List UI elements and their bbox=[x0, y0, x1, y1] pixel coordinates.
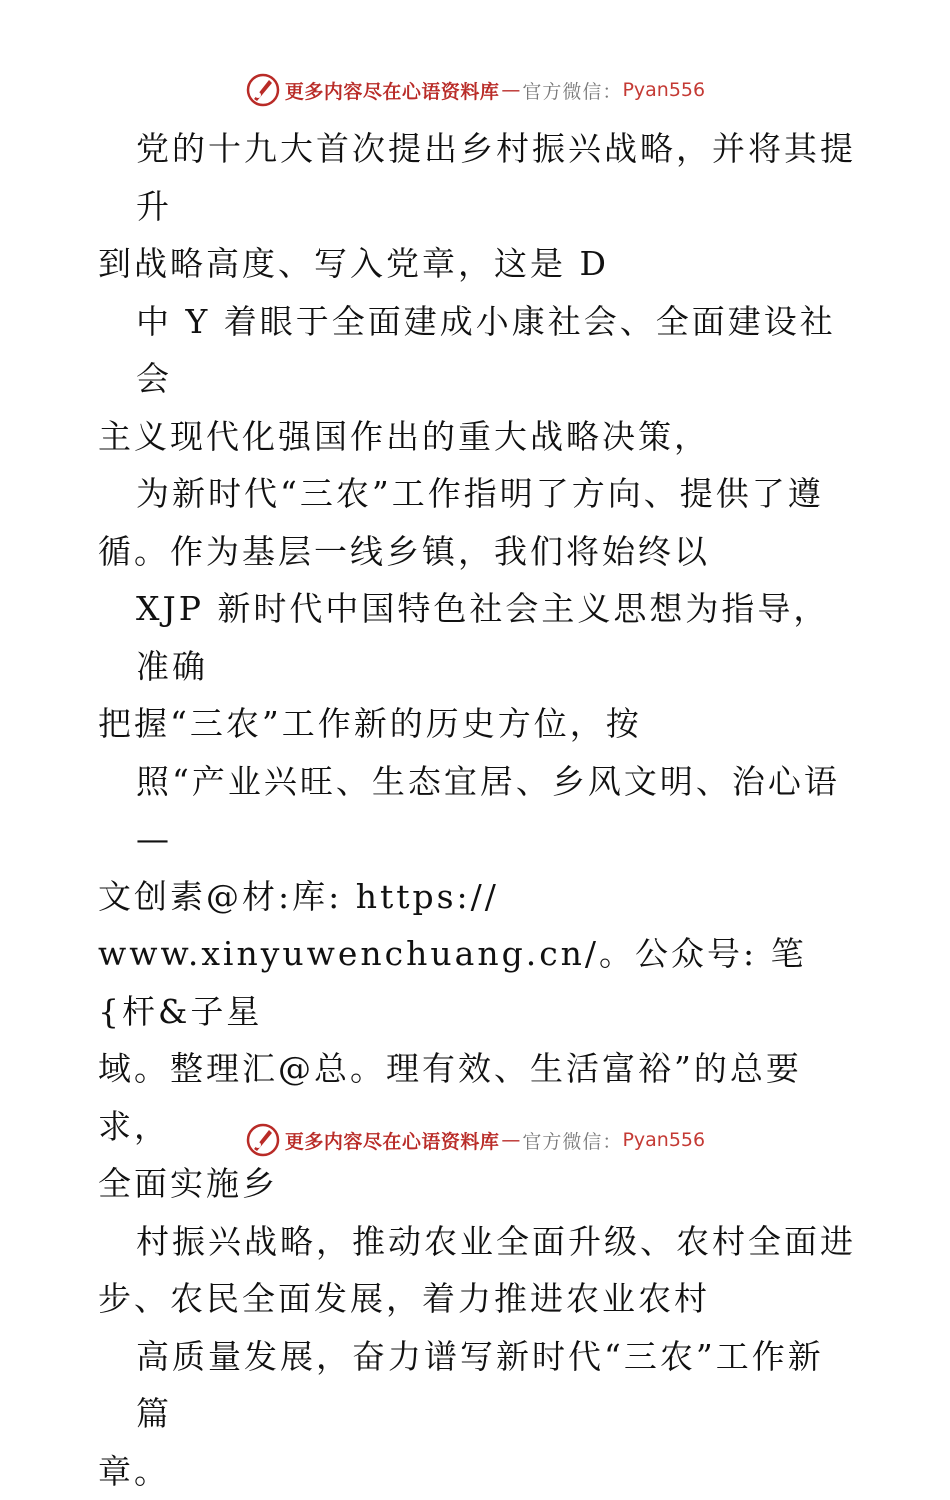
banner-official-label: 官方微信： bbox=[522, 77, 622, 104]
banner-separator: — bbox=[501, 1129, 520, 1151]
body-line: XJP 新时代中国特色社会主义思想为指导，准确 bbox=[98, 580, 858, 695]
body-line: 到战略高度、写入党章，这是 D bbox=[98, 235, 858, 293]
body-line: 党的十九大首次提出乡村振兴战略，并将其提升 bbox=[98, 120, 858, 235]
body-line: 步、农民全面发展，着力推进农业农村 bbox=[98, 1270, 858, 1328]
body-line: 域。整理汇@总。理有效、生活富裕”的总要求， bbox=[98, 1040, 858, 1155]
body-line: 全面实施乡 bbox=[98, 1155, 858, 1213]
body-line: 高质量发展，奋力谱写新时代“三农”工作新篇 bbox=[98, 1328, 858, 1443]
body-line: 章。 bbox=[98, 1443, 858, 1500]
body-line: 为新时代“三农”工作指明了方向、提供了遵 bbox=[98, 465, 858, 523]
body-line: 照“产业兴旺、生态宜居、乡风文明、治心语— bbox=[98, 753, 858, 868]
banner-brand: 更多内容尽在心语资料库 bbox=[285, 77, 500, 104]
quill-seal-icon bbox=[245, 1122, 281, 1158]
body-line: www.xinyuwenchuang.cn/。公众号: 笔{杆&子星 bbox=[98, 925, 858, 1040]
body-line: 中 Y 着眼于全面建成小康社会、全面建设社会 bbox=[98, 293, 858, 408]
banner-brand: 更多内容尽在心语资料库 bbox=[285, 1127, 500, 1154]
banner-account-id: Pyan556 bbox=[622, 1129, 705, 1151]
footer-banner bbox=[0, 1120, 950, 1160]
body-line: 循。作为基层一线乡镇，我们将始终以 bbox=[98, 523, 858, 581]
banner-account-id: Pyan556 bbox=[622, 79, 705, 101]
banner-official-label: 官方微信： bbox=[522, 1127, 622, 1154]
banner-separator: — bbox=[501, 79, 520, 101]
body-line: 文创素@材:库: https:// bbox=[98, 868, 858, 926]
body-line: 村振兴战略，推动农业全面升级、农村全面进 bbox=[98, 1213, 858, 1271]
document-body bbox=[98, 120, 858, 1500]
quill-seal-icon bbox=[245, 72, 281, 108]
header-banner bbox=[0, 70, 950, 110]
body-line: 主义现代化强国作出的重大战略决策， bbox=[98, 408, 858, 466]
body-line: 把握“三农”工作新的历史方位，按 bbox=[98, 695, 858, 753]
